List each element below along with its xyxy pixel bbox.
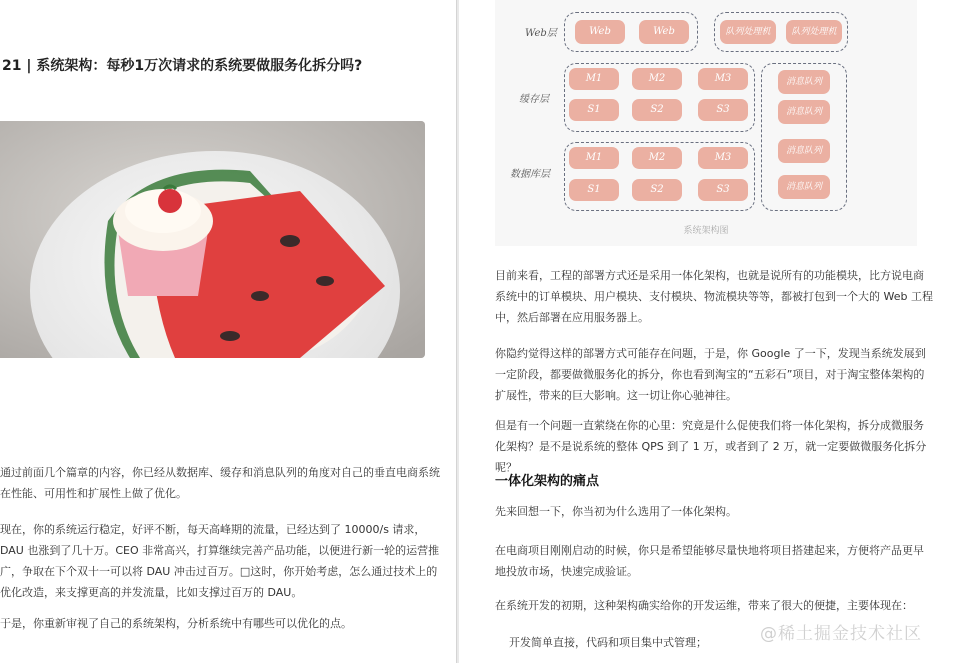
- right-paragraph-2: 你隐约觉得这样的部署方式可能存在问题，于是，你 Google 了一下，发现当系统发展到一定阶段，都要做微服务化的拆分，你也看到淘宝的“五彩石”项目，对于淘宝整体架构的扩展性，带来的巨大影响。这一切让你心驰神往。: [495, 347, 926, 402]
- queue-processor-box-2: 队列处理机: [786, 20, 842, 44]
- message-queue-box-4: 消息队列: [778, 175, 830, 199]
- cache-m1: M1: [569, 68, 619, 90]
- right-paragraph-6: 在系统开发的初期，这种架构确实给你的开发运维，带来了很大的便捷，主要体现在：: [495, 599, 913, 612]
- article-title: 21 | 系统架构：每秒1万次请求的系统要做服务化拆分吗?: [2, 58, 363, 74]
- section-heading: 一体化架构的痛点: [495, 474, 600, 489]
- left-paragraph-2: 现在，你的系统运行稳定，好评不断，每天高峰期的流量，已经达到了 10000/s 请求，DAU 也涨到了几十万。CEO 非常高兴，打算继续完善产品功能，以便进行新一轮的运营推广，争取在下个双十一可以将 DAU 冲击过百万。□这时，你开始考虑，怎么通过技术上的优化改造，来支撑更高的并发流量，比如支撑过百万的 DAU。: [0, 523, 440, 599]
- cache-layer-label: 缓存层: [519, 94, 549, 105]
- right-page: [459, 0, 958, 663]
- db-m2: M2: [632, 147, 682, 169]
- diagram-caption: 系统架构图: [683, 226, 729, 236]
- cupcake-illustration: [0, 121, 425, 358]
- db-s2: S2: [632, 179, 682, 201]
- web-layer-label: Web层: [525, 28, 557, 39]
- right-paragraph-1: 目前来看，工程的部署方式还是采用一体化架构，也就是说所有的功能模块，比方说电商系统中的订单模块、用户模块、支付模块、物流模块等等，都被打包到一个大的 Web 工程中，然后部署在应用服务器上。: [495, 269, 933, 324]
- right-paragraph-5: 在电商项目刚刚启动的时候，你只是希望能够尽量快地将项目搭建起来，方便将产品更早地投放市场，快速完成验证。: [495, 544, 924, 578]
- db-layer-label: 数据库层: [510, 169, 550, 180]
- right-paragraph-7: 开发简单直接，代码和项目集中式管理；: [509, 636, 707, 649]
- db-s1: S1: [569, 179, 619, 201]
- watermark: @稀土掘金技术社区: [760, 624, 922, 644]
- message-queue-box-2: 消息队列: [778, 100, 830, 124]
- system-architecture-diagram: [495, 0, 917, 246]
- db-m3: M3: [698, 147, 748, 169]
- web-box-1: Web: [575, 20, 625, 44]
- cache-m2: M2: [632, 68, 682, 90]
- left-page: [0, 0, 456, 663]
- right-paragraph-3: 但是有一个问题一直萦绕在你的心里：究竟是什么促使我们将一体化架构，拆分成微服务化架构？是不是说系统的整体 QPS 到了 1 万，或者到了 2 万，就一定要做微服务化拆分呢？: [495, 419, 927, 474]
- web-box-2: Web: [639, 20, 689, 44]
- queue-processor-box-1: 队列处理机: [720, 20, 776, 44]
- cache-m3: M3: [698, 68, 748, 90]
- right-paragraph-4: 先来回想一下，你当初为什么选用了一体化架构。: [495, 505, 737, 518]
- cache-s3: S3: [698, 99, 748, 121]
- message-queue-box-1: 消息队列: [778, 70, 830, 94]
- cupcake-photo: [0, 121, 425, 358]
- left-paragraph-3: 于是，你重新审视了自己的系统架构，分析系统中有哪些可以优化的点。: [0, 617, 352, 630]
- cache-s2: S2: [632, 99, 682, 121]
- db-s3: S3: [698, 179, 748, 201]
- left-paragraph-1: 通过前面几个篇章的内容，你已经从数据库、缓存和消息队列的角度对自己的垂直电商系统在性能、可用性和扩展性上做了优化。: [0, 466, 440, 500]
- message-queue-box-3: 消息队列: [778, 139, 830, 163]
- db-m1: M1: [569, 147, 619, 169]
- cache-s1: S1: [569, 99, 619, 121]
